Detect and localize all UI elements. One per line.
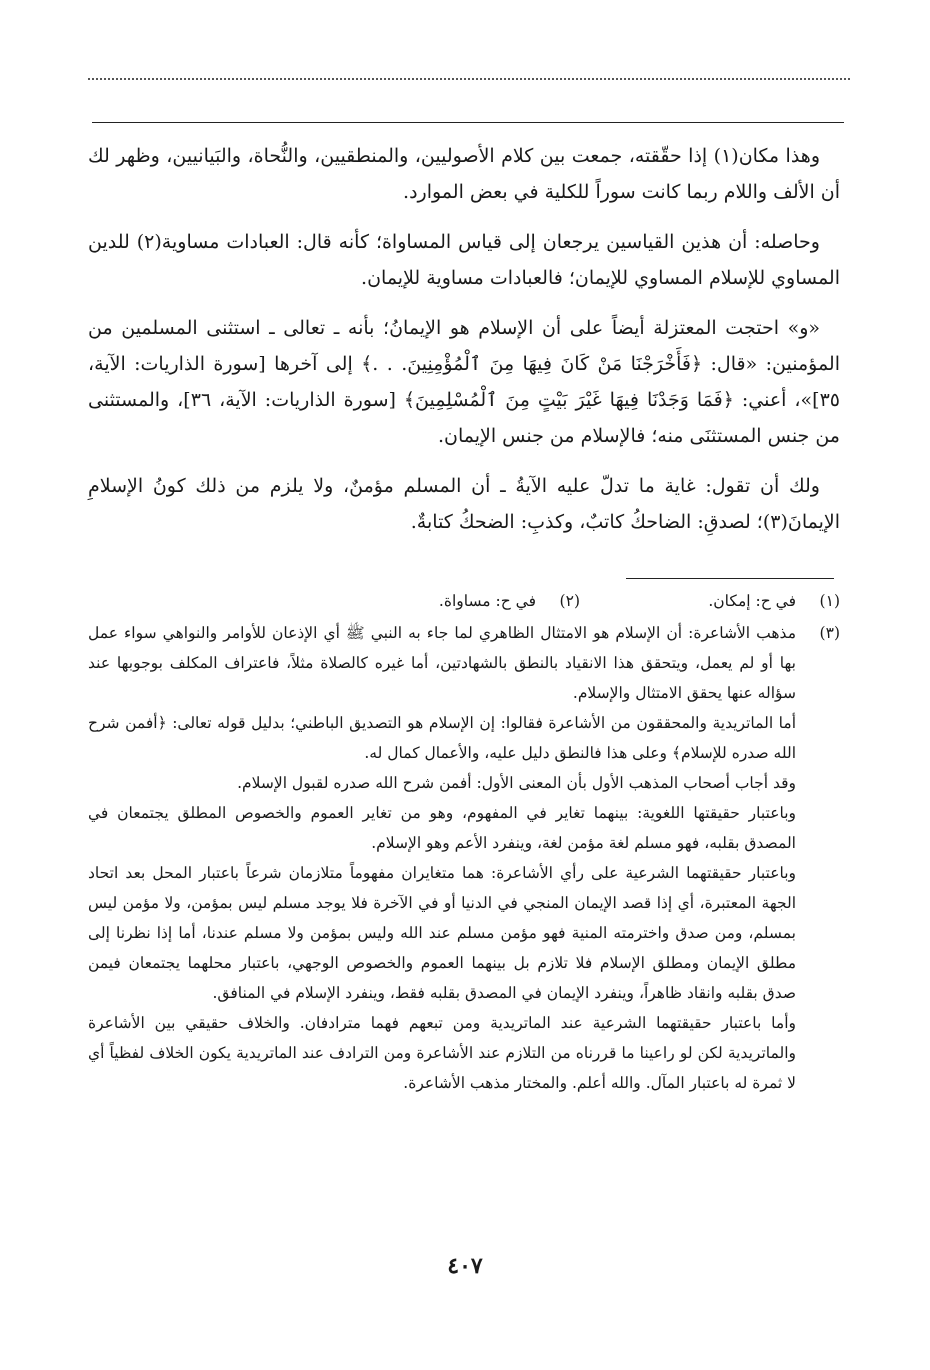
paragraph-2: وحاصله: أن هذين القياسين يرجعان إلى قياس المساواة؛ كأنه قال: العبادات مساوية(٢) للدين المساوي للإسلام المساوي للإيمان؛ فالعبادات مساوية للإيمان. — [88, 231, 840, 289]
footnote-3-paragraph: أما الماتريدية والمحققون من الأشاعرة فقالوا: إن الإسلام هو التصديق الباطني؛ بدليل قوله تعالى: ﴿أفمن شرح الله صدره للإسلام﴾ وعلى هذا فالنطق دليل عليه، والأعمال كمال له. — [88, 714, 796, 762]
footnote-3-paragraph: مذهب الأشاعرة: أن الإسلام هو الامتثال الظاهري لما جاء به النبي ﷺ أي الإذعان للأوامر والنواهي سواء عمل بها أو لم يعمل، ويتحقق هذا الانقياد بالنطق بالشهادتين، أما غيره كالصلاة مثلاً، فاعتراف المكلف بوجوبها عند سؤاله عنها يحقق الامتثال والإسلام. — [88, 624, 796, 702]
footnote-3-number: (٣) — [819, 624, 840, 642]
footnote-1-text: في ح: إمكان. — [708, 592, 796, 610]
footnote-3-paragraph: وقد أجاب أصحاب المذهب الأول بأن المعنى الأول: أفمن شرح الله صدره لقبول الإسلام. — [237, 774, 796, 792]
footnotes — [88, 586, 840, 1098]
header-rule — [92, 122, 844, 123]
footnote-separator — [626, 578, 834, 579]
footnote-1-number: (١) — [819, 592, 840, 610]
footnote-3-paragraph: وباعتبار حقيقتهما الشرعية على رأي الأشاعرة: هما متغايران مفهوماً متلازمان شرعاً باعتبار المحل بعد اتحاد الجهة المعتبرة، أي إذا قصد الإيمان المنجي في الدنيا أو في الآخرة فلا يوجد مسلم ليس بمؤمن، ولا مؤمن ليس بمسلم، ومن صدق واخترمته المنية فهو مؤمن مسلم عند الله وليس بمؤمن ولا مسلم عندنا، أما إذا نظرنا إلى مطلق الإيمان ومطلق الإسلام فلا تلازم بل بينهما العموم والخصوص الوجهي، باعتبار محلهما يجتمعان فيمن صدق بقلبه وانقاد ظاهراً، وينفرد الإيمان في المصدق بقلبه فقط، وينفرد الإسلام في المنافق. — [88, 864, 796, 1002]
paragraph-4: ولك أن تقول: غاية ما تدلّ عليه الآيةُ ـ أن المسلم مؤمنٌ، ولا يلزم من ذلك كونُ الإسلامِ الإيمانَ(٣)؛ لصدقِ: الضاحكُ كاتبٌ، وكذبِ: الضحكُ كتابةٌ. — [88, 475, 840, 533]
paragraph-3: «و» احتجت المعتزلة أيضاً على أن الإسلام هو الإيمانُ؛ بأنه ـ تعالى ـ استثنى المسلمين من المؤمنين: «قال: ﴿فَأَخْرَجْنَا مَنْ كَانَ فِيهَا مِنَ ٱلْمُؤْمِنِينَ. . .﴾ إلى آخرها [سورة الذاريات: الآية، ٣٥]»، أعني: ﴿فَمَا وَجَدْنَا فِيهَا غَيْرَ بَيْتٍ مِنَ ٱلْمُسْلِمِينَ﴾ [سورة الذاريات: الآية، ٣٦]، والمستثنى من جنس المستثنَى منه؛ فالإسلام من جنس الإيمان. — [88, 317, 840, 447]
footnote-3-paragraph: وأما باعتبار حقيقتهما الشرعية عند الماتريدية ومن تبعهم فهما مترادفان. والخلاف حقيقي بين الأشاعرة والماتريدية لكن لو راعينا ما قررناه من التلازم عند الأشاعرة ومن الترادف عند الماتريدية يكون الخلاف لفظياً أي لا ثمرة له باعتبار المآل. والله أعلم. والمختار مذهب الأشاعرة. — [88, 1014, 796, 1092]
footnote-2-number: (٢) — [559, 592, 580, 610]
footnote-3 — [88, 618, 840, 1098]
footnote-3-body — [88, 618, 796, 1098]
footnote-row — [88, 586, 840, 616]
main-text — [88, 138, 840, 554]
paragraph-1: وهذا مكان(١) إذا حقّقته، جمعت بين كلام الأصوليين، والمنطقيين، والنُّحاة، والبَيانيين، وظهر لك أن الألف واللام ربما كانت سوراً للكلية في بعض الموارد. — [88, 145, 840, 203]
footnote-3-paragraph: وباعتبار حقيقتها اللغوية: بينهما تغاير في المفهوم، وهو من تغاير العموم والخصوص المطلق يجتمعان في المصدق بقلبه، فهو مسلم لغة مؤمن لغة، وينفرد الأعم وهو الإسلام. — [88, 804, 796, 852]
footnote-2 — [439, 586, 580, 616]
header-dotted-line — [88, 78, 850, 80]
page-number: ٤٠٧ — [447, 1253, 483, 1279]
footnote-1 — [580, 586, 840, 616]
footnote-2-text: في ح: مساواة. — [438, 592, 536, 610]
